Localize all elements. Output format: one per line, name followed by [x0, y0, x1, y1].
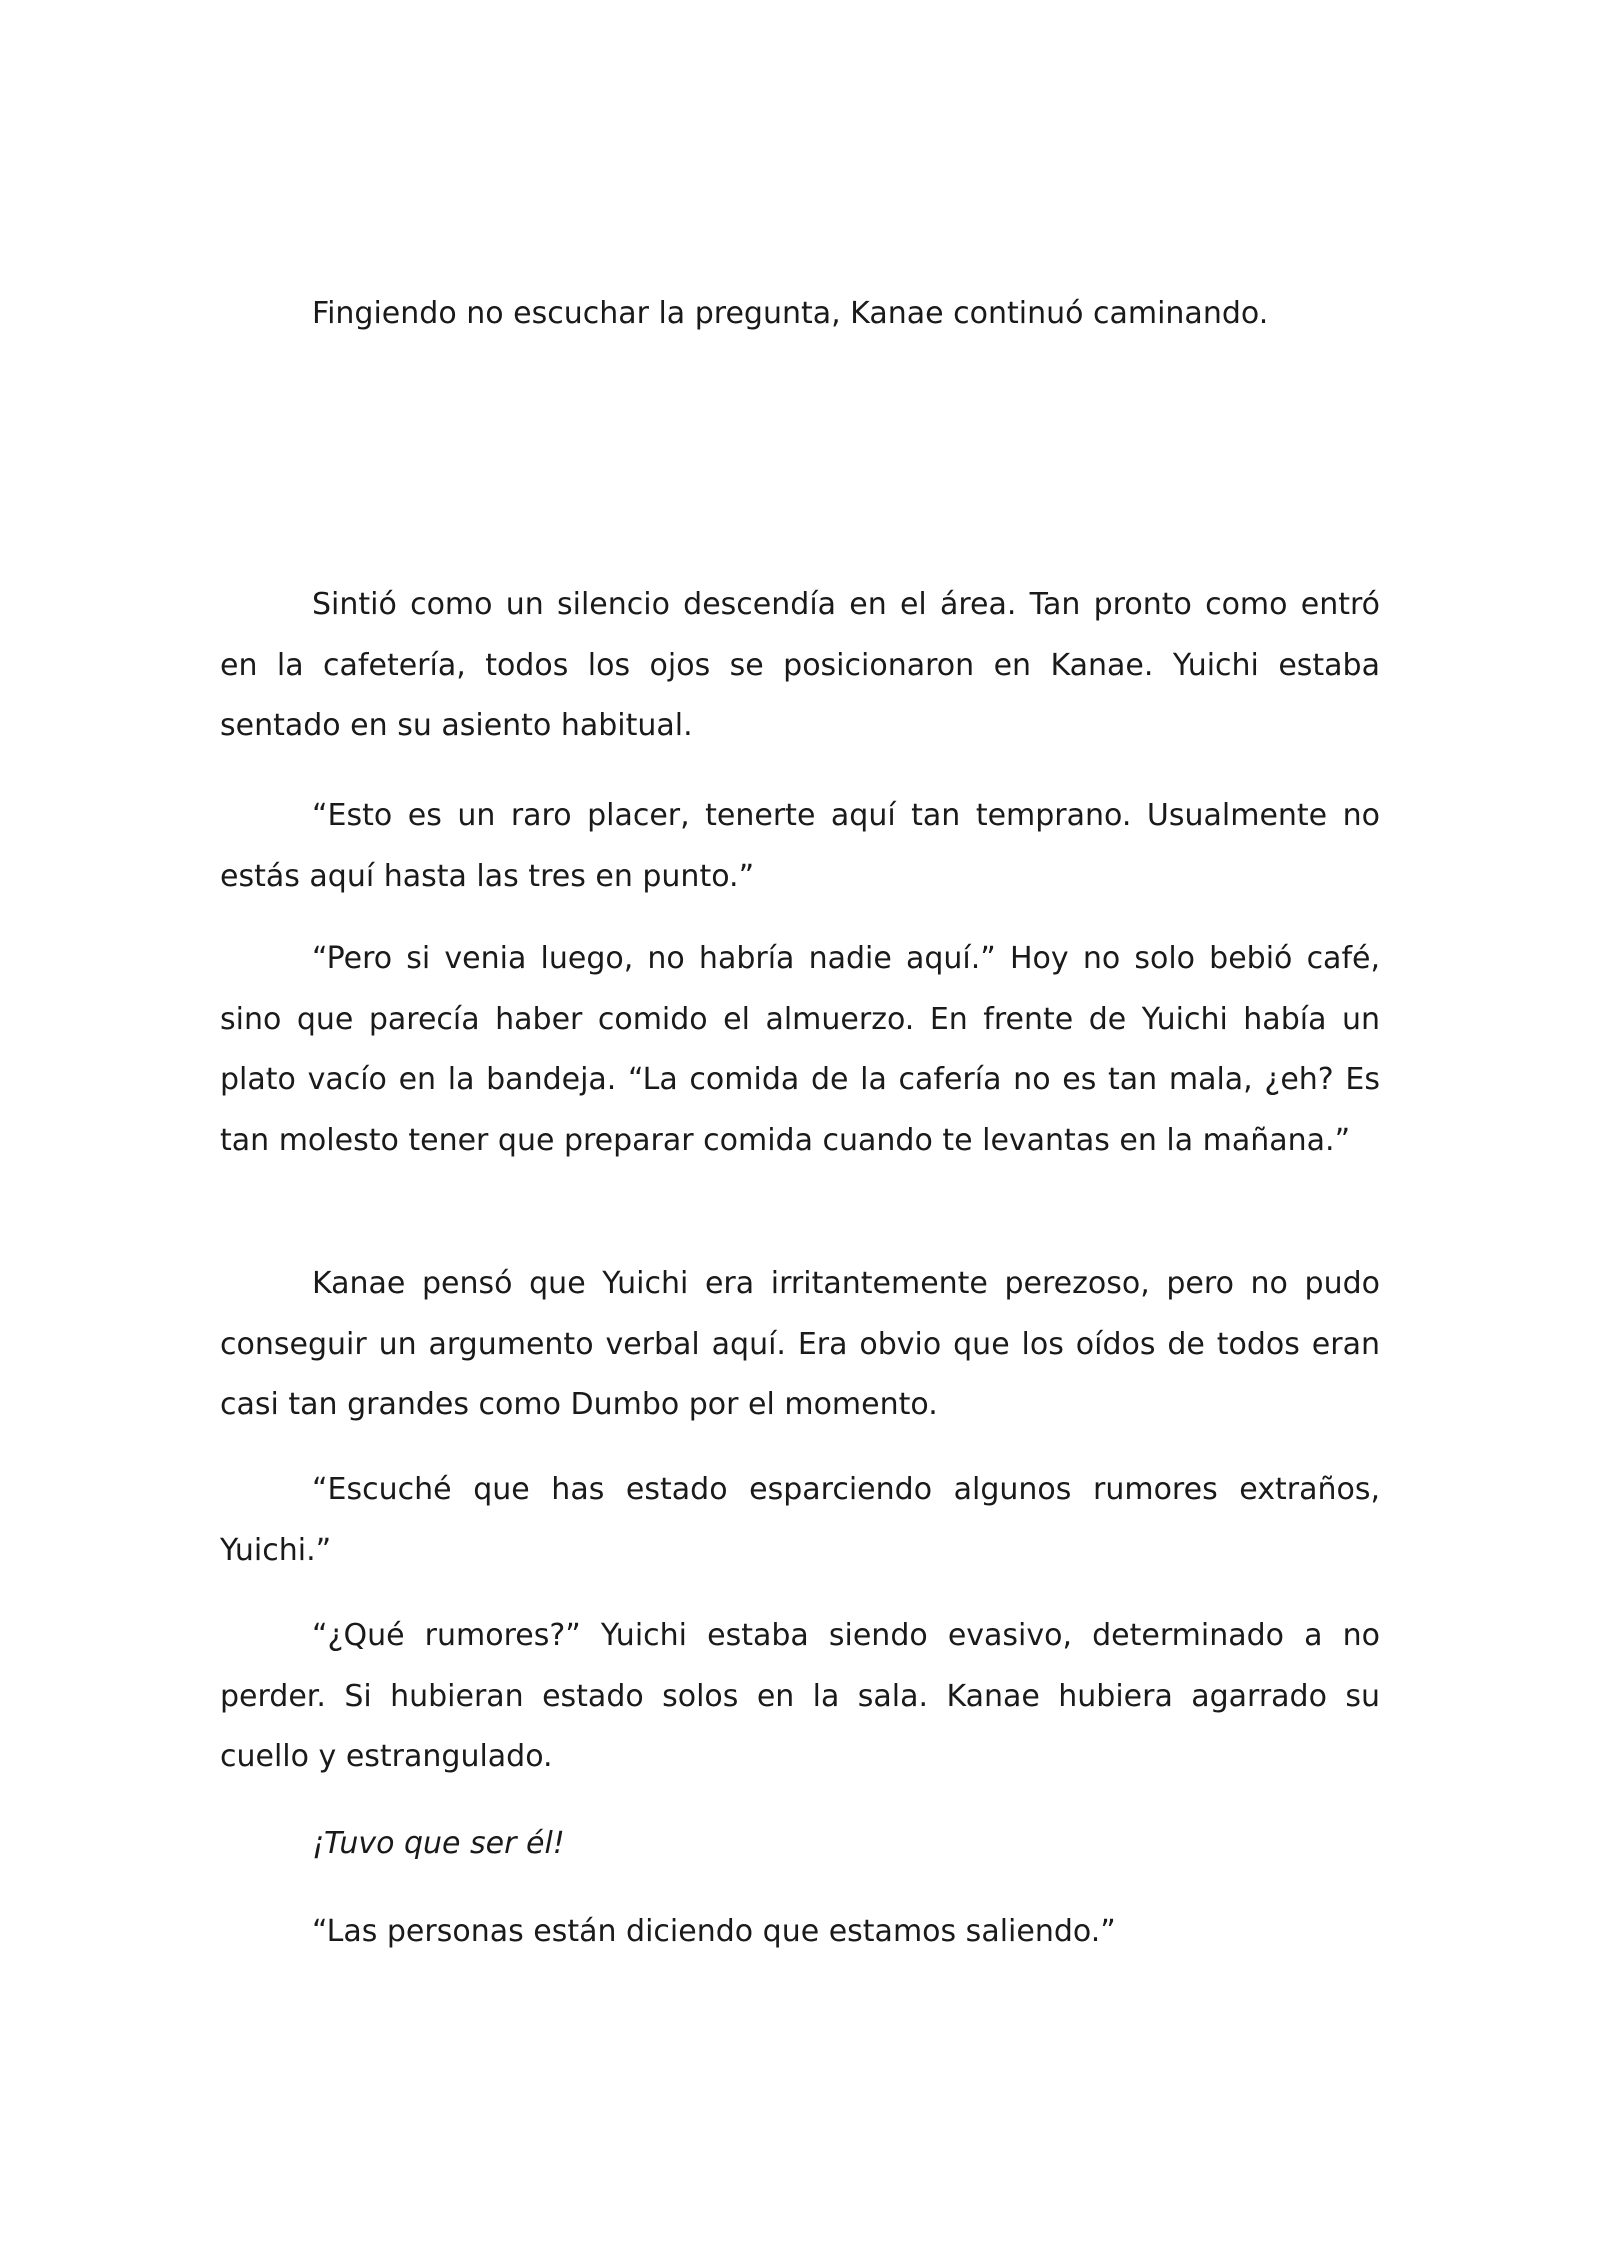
paragraph-9: “Las personas están diciendo que estamos saliendo.” [312, 1914, 1116, 1949]
paragraph-6: “Escuché que has estado esparciendo algunos rumores extraños, Yuichi.” [220, 1472, 1380, 1568]
paragraph-5: Kanae pensó que Yuichi era irritantemente perezoso, pero no pudo conseguir un argumento verbal aquí. Era obvio que los oídos de todos eran casi tan grandes como Dumbo por el momento. [220, 1266, 1380, 1422]
paragraph-1: Fingiendo no escuchar la pregunta, Kanae continuó caminando. [312, 296, 1269, 331]
paragraph-7: “¿Qué rumores?” Yuichi estaba siendo evasivo, determinado a no perder. Si hubieran estado solos en la sala. Kanae hubiera agarrado su cuello y estrangulado. [220, 1618, 1380, 1774]
paragraph-4: “Pero si venia luego, no habría nadie aquí.” Hoy no solo bebió café, sino que parecía haber comido el almuerzo. En frente de Yuichi había un plato vacío en la bandeja. “La comida de la cafería no es tan mala, ¿eh? Es tan molesto tener que preparar comida cuando te levantas en la mañana.” [220, 941, 1380, 1158]
paragraph-8-italic: ¡Tuvo que ser él! [312, 1826, 565, 1861]
paragraph-3: “Esto es un raro placer, tenerte aquí tan temprano. Usualmente no estás aquí hasta las tres en punto.” [220, 798, 1380, 894]
paragraph-2: Sintió como un silencio descendía en el área. Tan pronto como entró en la cafetería, todos los ojos se posicionaron en Kanae. Yuichi estaba sentado en su asiento habitual. [220, 587, 1380, 743]
